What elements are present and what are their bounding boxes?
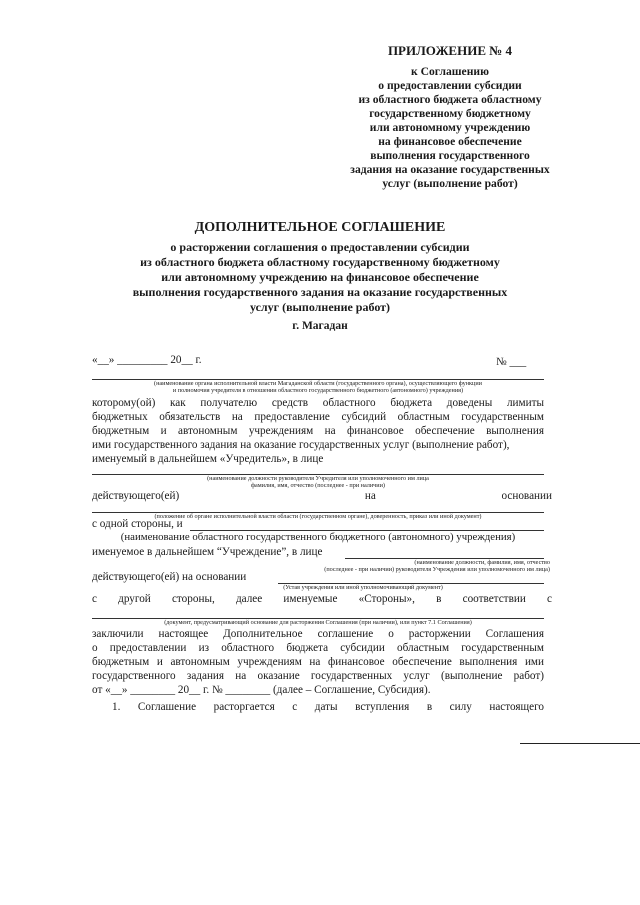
appendix-line: задания на оказание государственных (350, 163, 550, 176)
number-field: № ___ (496, 356, 527, 368)
body-line: ими государственного задания на оказание государственных услуг (выполнение работ), (92, 439, 510, 451)
other-side-row (92, 593, 552, 607)
caption-inst-position: (последнее - при наличии) руководителя Учреждения или уполномоченного им лица) (324, 566, 550, 573)
acting-basis-text: действующего(ей) на основании (92, 571, 247, 583)
city: г. Магадан (292, 320, 348, 332)
caption-position: (наименование должности руководителя Учредителя или уполномоченного им лица (207, 475, 429, 482)
other-side-word: с (547, 593, 552, 605)
other-side-word: в (436, 593, 442, 605)
acting-row (92, 490, 552, 504)
appendix-line: выполнения государственного (370, 149, 530, 162)
other-side-word: именуемые (283, 593, 338, 605)
body-line: государственного задания на оказание государственных услуг (выполнение работ) (92, 670, 544, 682)
body-line: которому(ой) как получателю средств областного бюджета доведены лимиты (92, 397, 544, 409)
document-title: ДОПОЛНИТЕЛЬНОЕ СОГЛАШЕНИЕ (194, 220, 446, 235)
appendix-line: государственному бюджетному (369, 107, 531, 120)
body-line: о предоставлении из областного бюджета субсидии областным государственным (92, 642, 544, 654)
appendix-line: к Соглашению (411, 65, 489, 78)
caption-termination: (документ, предусматривающий основание для расторжения Соглашения (при наличии), или пункт 7.1 Соглашения) (164, 619, 472, 626)
title-line: о расторжении соглашения о предоставлении субсидии (170, 240, 470, 254)
caption-basis: (положение об органе исполнительной власти области (государственном органе), доверенность, приказ или иной документ) (154, 513, 482, 520)
date-field: «__» _________ 20__ г. (92, 354, 202, 366)
other-side-word: соответствии (462, 593, 526, 605)
appendix-line: из областного бюджета областному (358, 93, 542, 106)
appendix-line: о предоставлении субсидии (378, 79, 522, 92)
title-line: из областного бюджета областному государственному бюджетному (140, 255, 500, 269)
acting-left: действующего(ей) (92, 490, 180, 502)
appendix-line: на финансовое обеспечение (378, 135, 522, 148)
body-line: бюджетным и автономным учреждениям на финансовое обеспечение выполнения ими (92, 656, 544, 668)
caption-organ: (наименование органа исполнительной власти Магаданской области (государственного органа), осуществляющего функции (154, 380, 482, 387)
other-side-word: стороны, (171, 593, 215, 605)
body-line: бюджетным и автономным учреждениям на финансовое обеспечение выполнения (92, 425, 544, 437)
item-1: 1. Соглашение расторгается с даты вступления в силу настоящего (112, 701, 544, 713)
title-line: услуг (выполнение работ) (249, 300, 391, 314)
title-line: или автономному учреждению на финансовое обеспечение (161, 270, 479, 284)
other-side-word: далее (235, 593, 263, 605)
caption-organ: и полномочия учредителя в отношении областного государственного бюджетного (автономного) учреждения) (172, 387, 464, 394)
appendix-heading: ПРИЛОЖЕНИЕ № 4 (387, 43, 513, 58)
one-side-text: с одной стороны, и (92, 518, 183, 530)
caption-charter: (Устав учреждения или иной уполномочивающий документ) (283, 584, 443, 591)
other-side-word: «Стороны», (358, 593, 415, 605)
title-line: выполнения государственного задания на оказание государственных (132, 285, 508, 299)
caption-fio: фамилия, имя, отчество (последнее - при наличии) (251, 482, 385, 489)
body-line: от «__» ________ 20__ г. № ________ (далее – Соглашение, Субсидия). (92, 684, 431, 696)
appendix-line: или автономному учреждению (369, 121, 531, 134)
body-line: заключили настоящее Дополнительное соглашение о расторжении Соглашения (92, 628, 544, 640)
acting-right: основании (501, 490, 552, 502)
body-line: именуемый в дальнейшем «Учредитель», в лице (92, 453, 324, 465)
caption-institution: (наименование областного государственного бюджетного (автономного) учреждения) (120, 531, 516, 543)
acting-mid: на (364, 490, 376, 502)
other-side-word: другой (118, 593, 151, 605)
body-line: бюджетных обязательств на предоставление субсидий областным государственным (92, 411, 544, 423)
appendix-line: услуг (выполнение работ) (382, 177, 518, 190)
footer-line (520, 743, 640, 744)
institution-named-text: именуемое в дальнейшем “Учреждение”, в лице (92, 546, 323, 558)
caption-inst-position: (наименование должности, фамилия, имя, отчество (414, 559, 550, 566)
other-side-word: с (92, 593, 97, 605)
